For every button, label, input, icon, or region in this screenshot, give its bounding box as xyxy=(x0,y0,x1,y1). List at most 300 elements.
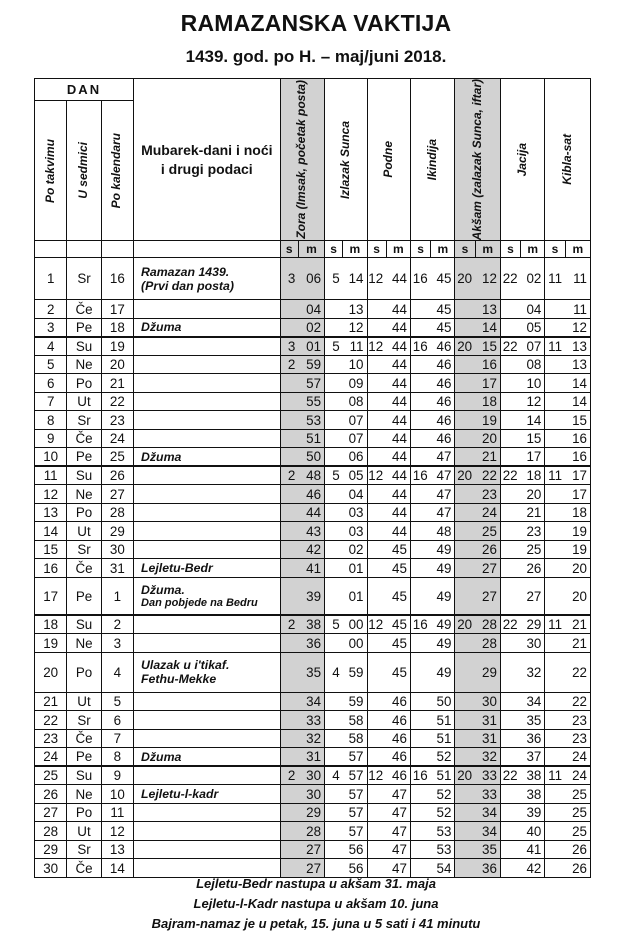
table-row xyxy=(35,577,591,615)
note-cell xyxy=(134,692,281,711)
ikindija-minute: 46 xyxy=(431,355,455,374)
calendar-day: 10 xyxy=(101,785,133,804)
weekday: Po xyxy=(67,503,101,522)
izlazak-hour xyxy=(325,300,343,319)
weekday: Ut xyxy=(67,692,101,711)
podne-hour xyxy=(367,729,386,748)
zora-minute: 53 xyxy=(298,411,324,430)
izlazak-hour: 5 xyxy=(325,337,343,356)
jacija-hour xyxy=(500,559,520,578)
zora-hour xyxy=(280,300,298,319)
jacija-minute: 40 xyxy=(521,822,545,841)
jacija-minute: 07 xyxy=(521,337,545,356)
zora-hour xyxy=(280,485,298,504)
aksam-header-label: Akšam (zalazak Sunca, iftar) xyxy=(469,79,484,241)
note-cell xyxy=(134,711,281,730)
izlazak-minute: 03 xyxy=(343,522,367,541)
day-number: 11 xyxy=(35,466,67,485)
note-text: Ulazak u i'tikaf. xyxy=(141,658,230,673)
weekday: Pe xyxy=(67,577,101,615)
calendar-day: 19 xyxy=(101,337,133,356)
izlazak-minute: 04 xyxy=(343,485,367,504)
ikindija-minute: 54 xyxy=(431,859,455,878)
podne-minute: 44 xyxy=(386,300,410,319)
note-cell xyxy=(134,258,281,300)
note-cell xyxy=(134,748,281,767)
aksam-minute: 16 xyxy=(475,355,500,374)
ikindija-hour: 16 xyxy=(410,766,430,785)
note-cell xyxy=(134,522,281,541)
jacija-minute: 15 xyxy=(521,429,545,448)
jacija-hour xyxy=(500,859,520,878)
calendar-day: 26 xyxy=(101,466,133,485)
aksam-minute: 17 xyxy=(475,374,500,393)
note-cell xyxy=(134,729,281,748)
ikindija-hour xyxy=(410,355,430,374)
jacija-hour xyxy=(500,503,520,522)
day-number: 6 xyxy=(35,374,67,393)
kibla-hour xyxy=(545,803,565,822)
zora-minute: 51 xyxy=(298,429,324,448)
aksam-hour xyxy=(455,429,475,448)
podne-minute: 44 xyxy=(386,466,410,485)
aksam-hour xyxy=(455,522,475,541)
table-row xyxy=(35,692,591,711)
jacija-hour: 22 xyxy=(500,766,520,785)
izlazak-header-label: Izlazak Sunca xyxy=(337,120,352,199)
weekday: Pe xyxy=(67,448,101,467)
zora-minute: 44 xyxy=(298,503,324,522)
jacija-hour xyxy=(500,692,520,711)
izlazak-minute: 00 xyxy=(343,634,367,653)
zora-hour xyxy=(280,859,298,878)
kibla-minute: 11 xyxy=(565,300,590,319)
ikindija-minute: 47 xyxy=(431,448,455,467)
zora-hour xyxy=(280,652,298,692)
dan-header: DAN xyxy=(35,79,134,101)
izlazak-minute: 09 xyxy=(343,374,367,393)
calendar-day: 31 xyxy=(101,559,133,578)
aksam-minute: 28 xyxy=(475,615,500,634)
podne-minute: 46 xyxy=(386,711,410,730)
calendar-day: 24 xyxy=(101,429,133,448)
aksam-minute: 19 xyxy=(475,411,500,430)
zora-minute: 29 xyxy=(298,803,324,822)
aksam-minute: 27 xyxy=(475,559,500,578)
day-number: 10 xyxy=(35,448,67,467)
aksam-hour xyxy=(455,540,475,559)
ikindija-minute: 47 xyxy=(431,503,455,522)
kibla-hour xyxy=(545,318,565,337)
u-sedmici-label: U sedmici xyxy=(76,142,91,200)
note-cell xyxy=(134,785,281,804)
kibla-minute: 23 xyxy=(565,711,590,730)
zora-hour xyxy=(280,692,298,711)
kibla-hour xyxy=(545,822,565,841)
podne-hour: 12 xyxy=(367,337,386,356)
table-row xyxy=(35,540,591,559)
kibla-hour xyxy=(545,429,565,448)
jacija-hour xyxy=(500,429,520,448)
aksam-hour xyxy=(455,803,475,822)
izlazak-hour xyxy=(325,822,343,841)
m-label: m xyxy=(343,241,367,258)
jacija-minute: 34 xyxy=(521,692,545,711)
ikindija-minute: 46 xyxy=(431,429,455,448)
ikindija-hour xyxy=(410,522,430,541)
note-cell xyxy=(134,822,281,841)
aksam-minute: 29 xyxy=(475,652,500,692)
note-cell xyxy=(134,355,281,374)
podne-minute: 47 xyxy=(386,859,410,878)
kibla-hour xyxy=(545,577,565,615)
jacija-minute: 38 xyxy=(521,766,545,785)
ikindija-hour xyxy=(410,692,430,711)
po-takvimu-label: Po takvimu xyxy=(42,138,57,203)
po-takvimu-header xyxy=(35,101,67,241)
podne-minute: 45 xyxy=(386,540,410,559)
note-cell xyxy=(134,448,281,467)
jacija-header-label: Jacija xyxy=(514,143,529,177)
weekday: Ut xyxy=(67,522,101,541)
table-row xyxy=(35,318,591,337)
m-label: m xyxy=(386,241,410,258)
m-label: m xyxy=(521,241,545,258)
po-kalendaru-header xyxy=(101,101,133,241)
aksam-minute: 21 xyxy=(475,448,500,467)
jacija-hour xyxy=(500,840,520,859)
izlazak-hour xyxy=(325,711,343,730)
jacija-hour xyxy=(500,485,520,504)
ikindija-minute: 49 xyxy=(431,634,455,653)
podne-minute: 44 xyxy=(386,485,410,504)
weekday: Su xyxy=(67,466,101,485)
note-text: Lejletu-Bedr xyxy=(141,561,213,576)
aksam-hour xyxy=(455,840,475,859)
zora-minute: 06 xyxy=(298,258,324,300)
aksam-minute: 35 xyxy=(475,840,500,859)
jacija-minute: 32 xyxy=(521,652,545,692)
note-text: Džuma xyxy=(141,749,182,764)
izlazak-hour: 5 xyxy=(325,258,343,300)
izlazak-hour xyxy=(325,559,343,578)
ikindija-hour xyxy=(410,374,430,393)
podne-minute: 44 xyxy=(386,374,410,393)
izlazak-minute: 59 xyxy=(343,652,367,692)
jacija-minute: 41 xyxy=(521,840,545,859)
table-row xyxy=(35,748,591,767)
podne-minute: 45 xyxy=(386,634,410,653)
kibla-hour xyxy=(545,729,565,748)
ikindija-hour xyxy=(410,729,430,748)
note-cell xyxy=(134,803,281,822)
podne-hour xyxy=(367,577,386,615)
jacija-hour xyxy=(500,803,520,822)
kibla-minute: 13 xyxy=(565,355,590,374)
jacija-hour: 22 xyxy=(500,615,520,634)
zora-minute: 39 xyxy=(298,577,324,615)
aksam-hour xyxy=(455,859,475,878)
ikindija-hour xyxy=(410,300,430,319)
ikindija-minute: 45 xyxy=(431,318,455,337)
zora-header-label: Zora (Imsak, početak posta) xyxy=(294,80,309,240)
calendar-day: 5 xyxy=(101,692,133,711)
calendar-day: 4 xyxy=(101,652,133,692)
zora-minute: 59 xyxy=(298,355,324,374)
jacija-hour xyxy=(500,711,520,730)
izlazak-hour xyxy=(325,692,343,711)
kibla-hour xyxy=(545,355,565,374)
aksam-hour xyxy=(455,411,475,430)
aksam-hour xyxy=(455,485,475,504)
ikindija-minute: 46 xyxy=(431,392,455,411)
table-row xyxy=(35,822,591,841)
kibla-minute: 22 xyxy=(565,692,590,711)
aksam-minute: 32 xyxy=(475,748,500,767)
aksam-minute: 30 xyxy=(475,692,500,711)
ikindija-minute: 45 xyxy=(431,258,455,300)
izlazak-hour xyxy=(325,785,343,804)
jacija-minute: 36 xyxy=(521,729,545,748)
kibla-minute: 18 xyxy=(565,503,590,522)
day-number: 9 xyxy=(35,429,67,448)
zora-hour xyxy=(280,411,298,430)
zora-hour: 2 xyxy=(280,615,298,634)
podne-minute: 44 xyxy=(386,448,410,467)
izlazak-minute: 06 xyxy=(343,448,367,467)
aksam-hour xyxy=(455,634,475,653)
ikindija-minute: 50 xyxy=(431,692,455,711)
izlazak-minute: 57 xyxy=(343,748,367,767)
izlazak-minute: 57 xyxy=(343,822,367,841)
weekday: Sr xyxy=(67,711,101,730)
zora-hour xyxy=(280,785,298,804)
jacija-hour xyxy=(500,300,520,319)
jacija-minute: 26 xyxy=(521,559,545,578)
ikindija-header xyxy=(410,79,454,241)
calendar-day: 28 xyxy=(101,503,133,522)
note-cell xyxy=(134,615,281,634)
calendar-day: 17 xyxy=(101,300,133,319)
jacija-hour xyxy=(500,318,520,337)
izlazak-hour xyxy=(325,448,343,467)
aksam-hour xyxy=(455,711,475,730)
calendar-day: 2 xyxy=(101,615,133,634)
zora-minute: 32 xyxy=(298,729,324,748)
izlazak-hour xyxy=(325,411,343,430)
jacija-hour xyxy=(500,411,520,430)
zora-minute: 41 xyxy=(298,559,324,578)
table-row xyxy=(35,374,591,393)
zora-minute: 27 xyxy=(298,859,324,878)
aksam-hour xyxy=(455,822,475,841)
ikindija-minute: 49 xyxy=(431,577,455,615)
jacija-minute: 21 xyxy=(521,503,545,522)
kibla-header-label: Kibla-sat xyxy=(559,134,574,186)
s-label: s xyxy=(410,241,430,258)
aksam-hour: 20 xyxy=(455,337,475,356)
zora-minute: 02 xyxy=(298,318,324,337)
table-row xyxy=(35,392,591,411)
zora-minute: 01 xyxy=(298,337,324,356)
weekday: Po xyxy=(67,374,101,393)
izlazak-hour xyxy=(325,429,343,448)
jacija-minute: 27 xyxy=(521,577,545,615)
aksam-hour xyxy=(455,392,475,411)
izlazak-minute: 58 xyxy=(343,711,367,730)
zora-hour xyxy=(280,429,298,448)
ikindija-hour xyxy=(410,448,430,467)
ikindija-header-label: Ikindija xyxy=(424,139,439,181)
podne-hour xyxy=(367,300,386,319)
izlazak-hour xyxy=(325,392,343,411)
s-label: s xyxy=(280,241,298,258)
podne-minute: 44 xyxy=(386,355,410,374)
ikindija-hour xyxy=(410,411,430,430)
ikindija-hour xyxy=(410,748,430,767)
aksam-minute: 18 xyxy=(475,392,500,411)
note-cell xyxy=(134,577,281,615)
s-label: s xyxy=(325,241,343,258)
footer-line-2: Lejletu-l-Kadr nastupa u akšam 10. juna xyxy=(193,896,439,911)
note-text-2: Fethu-Mekke xyxy=(141,672,217,687)
jacija-hour xyxy=(500,822,520,841)
zora-hour xyxy=(280,374,298,393)
note-cell xyxy=(134,485,281,504)
zora-minute: 43 xyxy=(298,522,324,541)
calendar-day: 1 xyxy=(101,577,133,615)
weekday: Po xyxy=(67,652,101,692)
note-cell xyxy=(134,318,281,337)
calendar-day: 14 xyxy=(101,859,133,878)
kibla-minute: 21 xyxy=(565,615,590,634)
kibla-minute: 16 xyxy=(565,448,590,467)
weekday: Če xyxy=(67,859,101,878)
calendar-day: 21 xyxy=(101,374,133,393)
note-cell xyxy=(134,559,281,578)
day-number: 16 xyxy=(35,559,67,578)
zora-hour xyxy=(280,448,298,467)
zora-minute: 31 xyxy=(298,748,324,767)
kibla-hour xyxy=(545,559,565,578)
jacija-hour xyxy=(500,634,520,653)
kibla-minute: 20 xyxy=(565,577,590,615)
ikindija-minute: 48 xyxy=(431,522,455,541)
weekday: Su xyxy=(67,615,101,634)
izlazak-hour xyxy=(325,803,343,822)
weekday: Pe xyxy=(67,748,101,767)
calendar-day: 25 xyxy=(101,448,133,467)
kibla-hour: 11 xyxy=(545,337,565,356)
zora-hour xyxy=(280,634,298,653)
day-number: 19 xyxy=(35,634,67,653)
note-cell xyxy=(134,634,281,653)
kibla-minute: 21 xyxy=(565,634,590,653)
aksam-minute: 31 xyxy=(475,729,500,748)
ikindija-minute: 49 xyxy=(431,559,455,578)
weekday: Pe xyxy=(67,318,101,337)
izlazak-hour xyxy=(325,540,343,559)
izlazak-minute: 05 xyxy=(343,466,367,485)
zora-hour: 3 xyxy=(280,258,298,300)
podne-minute: 44 xyxy=(386,258,410,300)
table-row xyxy=(35,840,591,859)
table-row xyxy=(35,522,591,541)
day-number: 17 xyxy=(35,577,67,615)
zora-minute: 57 xyxy=(298,374,324,393)
ikindija-minute: 52 xyxy=(431,748,455,767)
kibla-minute: 24 xyxy=(565,748,590,767)
podne-hour xyxy=(367,803,386,822)
day-number: 30 xyxy=(35,859,67,878)
ikindija-hour xyxy=(410,577,430,615)
kibla-minute: 26 xyxy=(565,859,590,878)
kibla-minute: 23 xyxy=(565,729,590,748)
day-number: 13 xyxy=(35,503,67,522)
izlazak-hour xyxy=(325,485,343,504)
zora-hour xyxy=(280,559,298,578)
jacija-hour xyxy=(500,540,520,559)
kibla-minute: 25 xyxy=(565,803,590,822)
jacija-minute: 37 xyxy=(521,748,545,767)
blank-cell xyxy=(101,241,133,258)
podne-minute: 45 xyxy=(386,652,410,692)
day-number: 22 xyxy=(35,711,67,730)
aksam-hour xyxy=(455,300,475,319)
footer-line-3: Bajram-namaz je u petak, 15. juna u 5 sati i 41 minutu xyxy=(151,916,481,931)
izlazak-hour xyxy=(325,522,343,541)
zora-hour xyxy=(280,822,298,841)
kibla-hour xyxy=(545,411,565,430)
calendar-day: 18 xyxy=(101,318,133,337)
m-label: m xyxy=(431,241,455,258)
s-label: s xyxy=(455,241,475,258)
zora-hour: 2 xyxy=(280,466,298,485)
izlazak-minute: 03 xyxy=(343,503,367,522)
izlazak-hour xyxy=(325,355,343,374)
izlazak-minute: 56 xyxy=(343,840,367,859)
zora-hour xyxy=(280,729,298,748)
zora-hour xyxy=(280,803,298,822)
aksam-header xyxy=(455,79,500,241)
izlazak-minute: 08 xyxy=(343,392,367,411)
podne-minute: 46 xyxy=(386,748,410,767)
aksam-minute: 27 xyxy=(475,577,500,615)
weekday: Če xyxy=(67,559,101,578)
podne-minute: 44 xyxy=(386,318,410,337)
podne-minute: 44 xyxy=(386,522,410,541)
ikindija-minute: 51 xyxy=(431,729,455,748)
day-number: 29 xyxy=(35,840,67,859)
table-row xyxy=(35,300,591,319)
ikindija-hour xyxy=(410,711,430,730)
u-sedmici-header xyxy=(67,101,101,241)
podne-minute: 45 xyxy=(386,559,410,578)
izlazak-hour xyxy=(325,840,343,859)
weekday: Sr xyxy=(67,258,101,300)
aksam-hour xyxy=(455,748,475,767)
weekday: Ne xyxy=(67,634,101,653)
izlazak-hour: 4 xyxy=(325,652,343,692)
weekday: Ne xyxy=(67,485,101,504)
table-row xyxy=(35,766,591,785)
ikindija-hour: 16 xyxy=(410,258,430,300)
podne-minute: 45 xyxy=(386,615,410,634)
table-row xyxy=(35,503,591,522)
ikindija-hour xyxy=(410,503,430,522)
zora-hour: 2 xyxy=(280,355,298,374)
izlazak-minute: 57 xyxy=(343,766,367,785)
